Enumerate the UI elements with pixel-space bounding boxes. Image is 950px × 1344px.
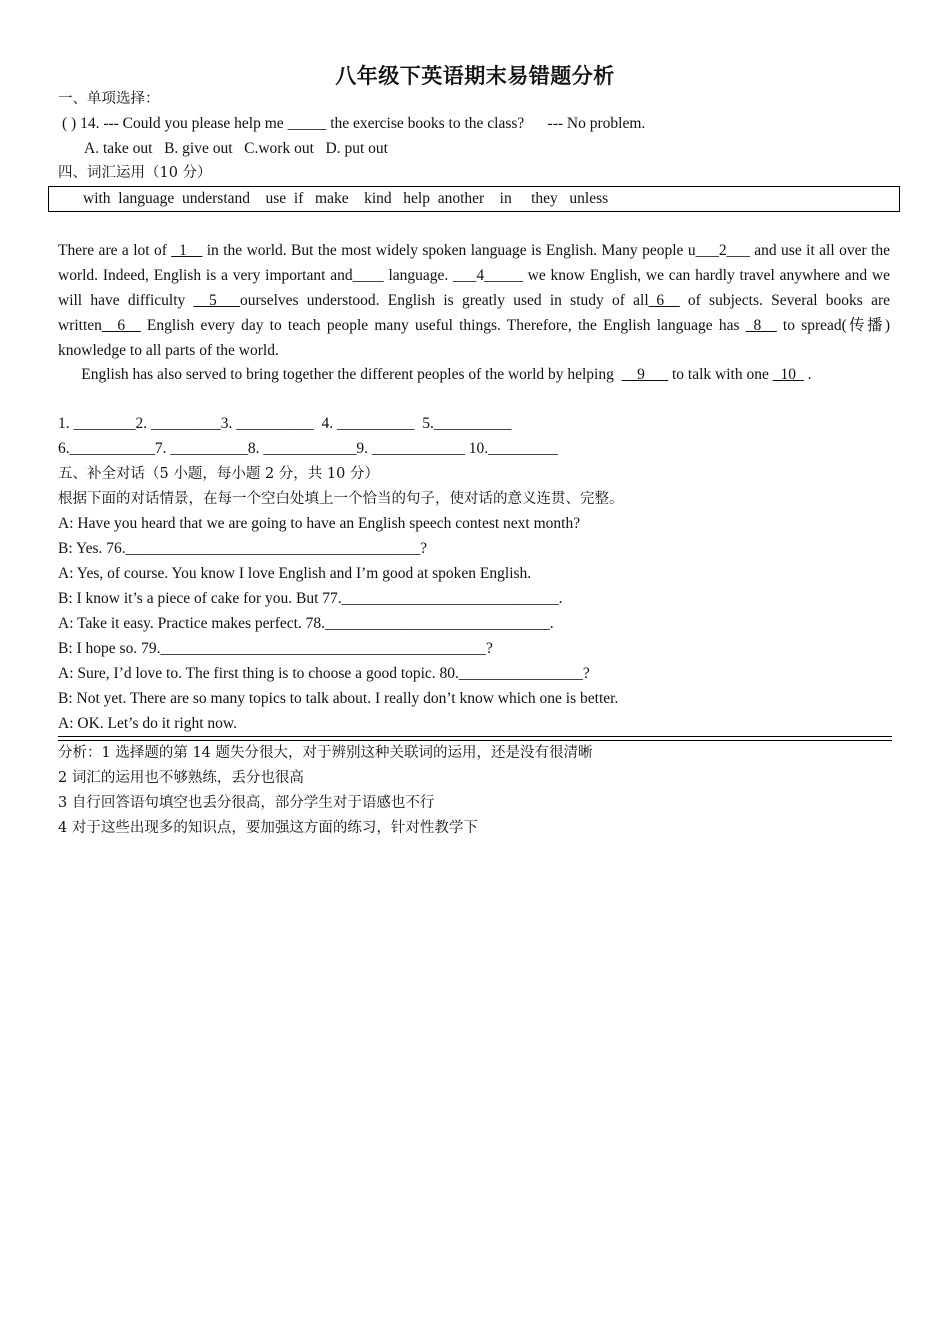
section1-heading: 一、单项选择： [58, 91, 160, 107]
section5-instruction: 根据下面的对话情景，在每一个空白处填上一个恰当的句子，使对话的意义连贯、完整。 [58, 491, 624, 507]
passage-text: . [803, 366, 812, 383]
dialogue-line: B: Not yet. There are so many topics to talk about. I really don’t know which one is better. [58, 690, 619, 707]
blank-10: _10_ [772, 366, 804, 383]
blank-8: _8__ [745, 317, 777, 334]
blank-6a: _6__ [648, 292, 680, 309]
answer-row-1: 1. ________2. _________3. __________ 4. __________ 5.__________ [58, 415, 512, 432]
question-14-options: A. take out B. give out C.work out D. put out [84, 140, 388, 157]
question-14-blank: _____ [287, 115, 327, 132]
passage-text: ourselves understood. English is greatly used in study of all [240, 292, 649, 309]
question-14 [62, 114, 645, 134]
dialogue-line: A: Take it easy. Practice makes perfect. 78._____________________________. [58, 615, 554, 632]
page-title: 八年级下英语期末易错题分析 [335, 63, 615, 88]
dialogue-line: B: Yes. 76.______________________________________? [58, 540, 428, 557]
passage-text: of subjects. Several books are written [58, 292, 891, 334]
answer-row-2: 6.___________7. __________8. ____________9. ____________ 10._________ [58, 440, 558, 457]
word-bank-box [48, 186, 900, 212]
dialogue-line: A: Have you heard that we are going to have an English speech contest next month? [58, 515, 581, 532]
analysis-line: 分析：1 选择题的第 14 题失分很大，对于辨别这种关联词的运用，还是没有很清晰 [58, 745, 593, 761]
blank-1: _1__ [171, 242, 203, 259]
passage-paragraph-2 [58, 365, 812, 385]
question-14-suffix: the exercise books to the class? --- No problem. [326, 115, 646, 132]
analysis-line: 3 自行回答语句填空也丢分很高，部分学生对于语感也不行 [58, 795, 435, 811]
blank-5: __5___ [193, 292, 240, 309]
dialogue-line: A: OK. Let’s do it right now. [58, 715, 237, 732]
word-bank: with language understand use if make kind help another in they unless [83, 190, 609, 207]
double-divider [58, 736, 892, 741]
dialogue-line: B: I hope so. 79.__________________________________________? [58, 640, 493, 657]
question-14-prefix: ( ) 14. --- Could you please help me [62, 115, 288, 132]
blank-6b: __6__ [101, 317, 141, 334]
passage-text: in the world. But the most widely spoken language is English. Many people u___2___ and use it all over the world. Indeed, English is a very important and____ language. ___4_____ we know English, we can hardly travel anywhere and we will have difficulty [58, 242, 890, 309]
passage-paragraph-1 [58, 238, 890, 363]
passage-text: There are a lot of [58, 242, 172, 259]
passage-text: English every day to teach people many useful things. Therefore, the English language has [140, 317, 746, 334]
dialogue-line: A: Sure, I’d love to. The first thing is to choose a good topic. 80.________________? [58, 665, 590, 682]
section4-heading: 四、词汇运用（10 分） [58, 165, 212, 181]
analysis-line: 4 对于这些出现多的知识点，要加强这方面的练习，针对性教学下 [58, 820, 478, 836]
section5-heading: 五、补全对话（5 小题，每小题 2 分，共 10 分） [58, 466, 379, 482]
passage-text: to spread(传播) knowledge to all parts of the world. [58, 317, 890, 359]
passage-text: English has also served to bring together the different peoples of the world by helping [58, 366, 622, 383]
analysis-line: 2 词汇的运用也不够熟练，丢分也很高 [58, 770, 304, 786]
dialogue-line: B: I know it’s a piece of cake for you. But 77.____________________________. [58, 590, 563, 607]
dialogue-line: A: Yes, of course. You know I love English and I’m good at spoken English. [58, 565, 532, 582]
passage-text: to talk with one [668, 366, 773, 383]
blank-9: __9___ [621, 366, 669, 383]
